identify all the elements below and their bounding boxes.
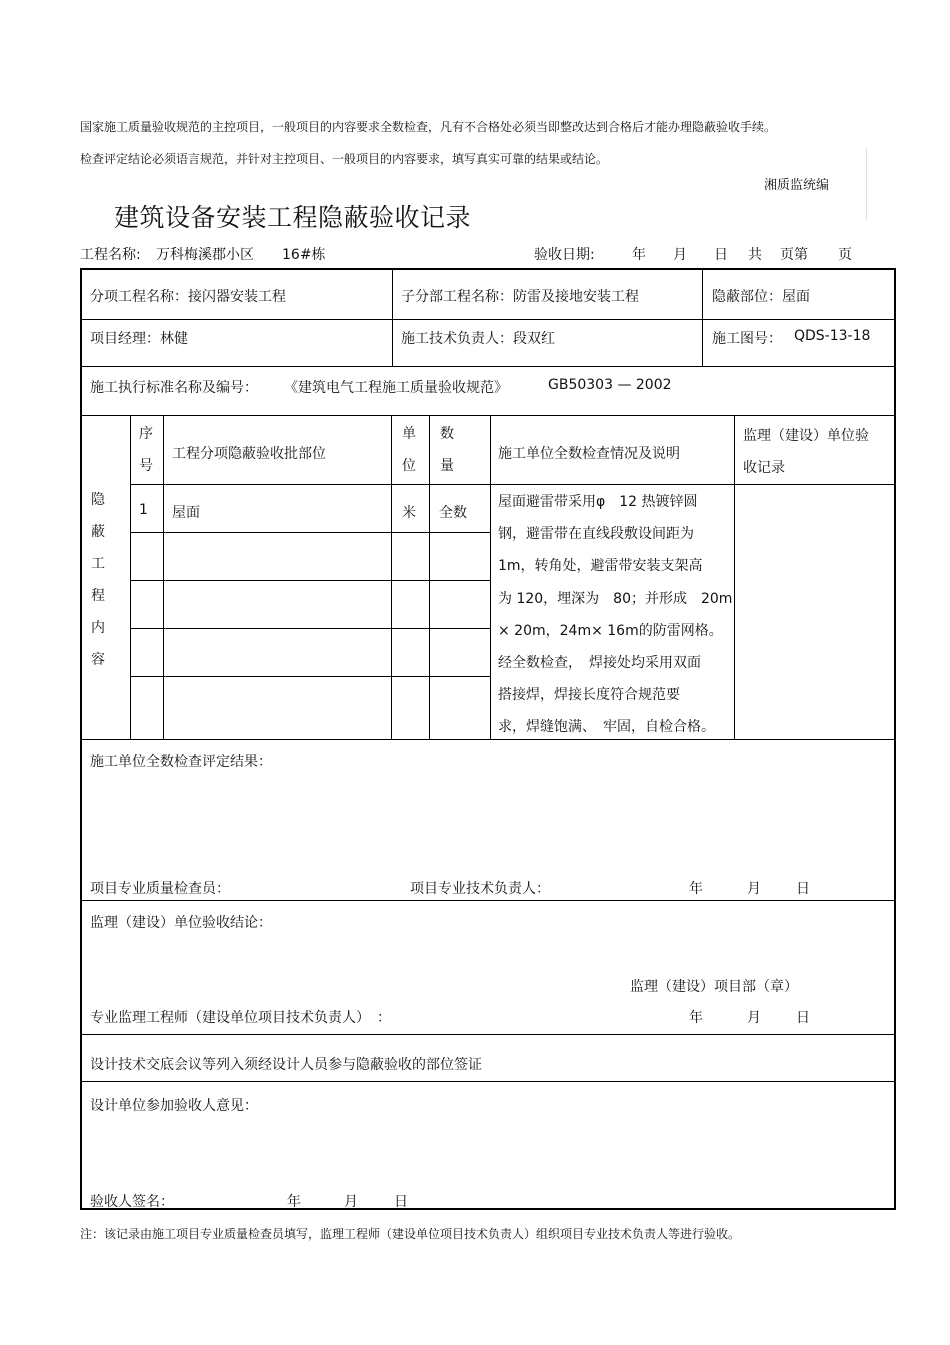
supervision-month: 月 — [747, 1010, 761, 1026]
rule — [130, 676, 490, 677]
building-no: 16#栋 — [282, 247, 326, 263]
sub-item-name: 分项工程名称：接闪器安装工程 — [90, 289, 286, 305]
design-day: 日 — [394, 1194, 408, 1210]
col-header-description: 施工单位全数检查情况及说明 — [498, 446, 680, 462]
standard-label: 施工执行标准名称及编号： — [90, 380, 258, 396]
description-line: 1m，转角处，避雷带安装支架高 — [498, 558, 703, 575]
project-label: 工程名称: — [80, 247, 141, 263]
rule — [163, 415, 164, 739]
construction-result-label: 施工单位全数检查评定结果： — [90, 754, 272, 770]
result-day: 日 — [796, 881, 810, 897]
item-seq: 1 — [139, 502, 148, 518]
col-header-part: 工程分项隐蔽验收批部位 — [172, 446, 326, 462]
date-day: 日 — [714, 247, 728, 263]
drawing-number: QDS-13-18 — [794, 328, 871, 344]
rule — [429, 415, 430, 739]
rule — [392, 319, 393, 366]
page-title: 建筑设备安装工程隐蔽验收记录 — [114, 203, 472, 232]
rule — [490, 415, 491, 739]
item-unit: 米 — [402, 505, 416, 521]
vertical-char: 工 — [91, 556, 105, 572]
date-label: 验收日期: — [534, 247, 595, 263]
col-header-qty — [439, 418, 455, 482]
vertical-char: 隐 — [91, 492, 105, 508]
supervision-day: 日 — [796, 1010, 810, 1026]
result-year: 年 — [689, 881, 703, 897]
rule — [130, 532, 490, 533]
page-of: 页第 — [780, 247, 808, 263]
rule — [82, 900, 894, 901]
rule — [82, 366, 894, 367]
col-header-unit — [401, 418, 417, 482]
supervising-engineer-label: 专业监理工程师（建设单位项目技术负责人） ： — [90, 1010, 391, 1026]
col-header-seq — [138, 418, 154, 482]
description-line: 经全数检查， 焊接处均采用双面 — [498, 655, 701, 672]
page-total: 共 — [748, 247, 762, 263]
col-header-unit-char: 位 — [402, 458, 416, 474]
drawing-label: 施工图号： — [712, 331, 782, 347]
note-line-1: 国家施工质量验收规范的主控项目，一般项目的内容要求全数检查，凡有不合格处必须当即整改达到合格后才能办理隐蔽验收手续。 — [80, 120, 777, 134]
rule — [82, 319, 894, 320]
standard-code: GB50303 — 2002 — [548, 377, 672, 393]
col-header-seq-char: 序 — [139, 426, 153, 442]
design-note: 设计技术交底会议等列入须经设计人员参与隐蔽验收的部位签证 — [90, 1057, 482, 1073]
rule — [130, 415, 131, 739]
date-month: 月 — [673, 247, 687, 263]
description-line: 屋面避雷带采用φ 12 热镀锌圆 — [498, 494, 698, 510]
record-table — [80, 268, 896, 1210]
acceptor-signature-label: 验收人签名： — [90, 1194, 174, 1210]
col-header-unit-char: 单 — [402, 426, 416, 442]
quality-inspector-label: 项目专业质量检查员： — [90, 881, 230, 897]
supervision-conclusion-label: 监理（建设）单位验收结论： — [90, 915, 272, 931]
design-opinion-label: 设计单位参加验收人意见： — [90, 1098, 258, 1114]
item-part: 屋面 — [172, 505, 200, 521]
supervision-stamp: 监理（建设）项目部（章） — [630, 979, 798, 995]
technical-lead: 施工技术负责人：段双红 — [401, 331, 555, 347]
col-header-qty-char: 量 — [440, 458, 454, 474]
side-label-box — [756, 148, 867, 220]
col-header-qty-char: 数 — [440, 426, 454, 442]
result-month: 月 — [747, 881, 761, 897]
supervision-year: 年 — [689, 1010, 703, 1026]
rule — [130, 580, 490, 581]
description-line: 钢，避雷带在直线段敷设间距为 — [498, 526, 694, 543]
sub-division-name: 子分部工程名称：防雷及接地安装工程 — [401, 289, 639, 305]
description-line: 为 120，埋深为 80；并形成 20m — [498, 590, 733, 607]
hidden-part: 隐蔽部位：屋面 — [712, 289, 810, 305]
footer-note: 注：该记录由施工项目专业质量检查员填写，监理工程师（建设单位项目技术负责人）组织项目专业技术负责人等进行验收。 — [80, 1227, 741, 1241]
vertical-char: 内 — [91, 620, 105, 636]
vertical-char: 程 — [91, 588, 105, 604]
inspection-description — [498, 486, 732, 744]
rule — [82, 1081, 894, 1082]
hidden-content-vertical-label — [90, 484, 106, 676]
vertical-char: 容 — [91, 652, 105, 668]
design-month: 月 — [344, 1194, 358, 1210]
col-header-supervision-line: 监理（建设）单位验 — [743, 428, 869, 444]
rule — [391, 415, 392, 739]
design-year: 年 — [287, 1194, 301, 1210]
col-header-supervision-line: 收记录 — [743, 460, 785, 477]
rule — [734, 415, 735, 739]
date-year: 年 — [632, 247, 646, 263]
description-line: × 20m，24m× 16m的防雷网格。 — [498, 622, 723, 639]
tech-lead-sign-label: 项目专业技术负责人： — [410, 881, 550, 897]
description-line: 求，焊缝饱满、 牢固，自检合格。 — [498, 719, 715, 736]
description-line: 搭接焊，焊接长度符合规范要 — [498, 687, 680, 704]
project-name: 万科梅溪郡小区 — [156, 247, 254, 263]
rule — [392, 270, 393, 319]
col-header-seq-char: 号 — [139, 458, 153, 474]
rule — [82, 739, 894, 740]
item-qty: 全数 — [439, 505, 467, 521]
note-line-2: 检查评定结论必须语言规范，并针对主控项目、一般项目的内容要求，填写真实可靠的结果或结论。 — [80, 152, 609, 166]
rule — [702, 270, 703, 366]
side-label: 湘质监统编 — [764, 178, 830, 193]
rule — [130, 628, 490, 629]
col-header-supervision — [743, 420, 869, 484]
project-manager: 项目经理：林健 — [90, 331, 188, 347]
rule — [82, 415, 894, 416]
page-suffix: 页 — [838, 247, 852, 263]
vertical-char: 蔽 — [91, 524, 105, 540]
standard-name: 《建筑电气工程施工质量验收规范》 — [284, 380, 508, 396]
rule — [82, 1034, 894, 1035]
